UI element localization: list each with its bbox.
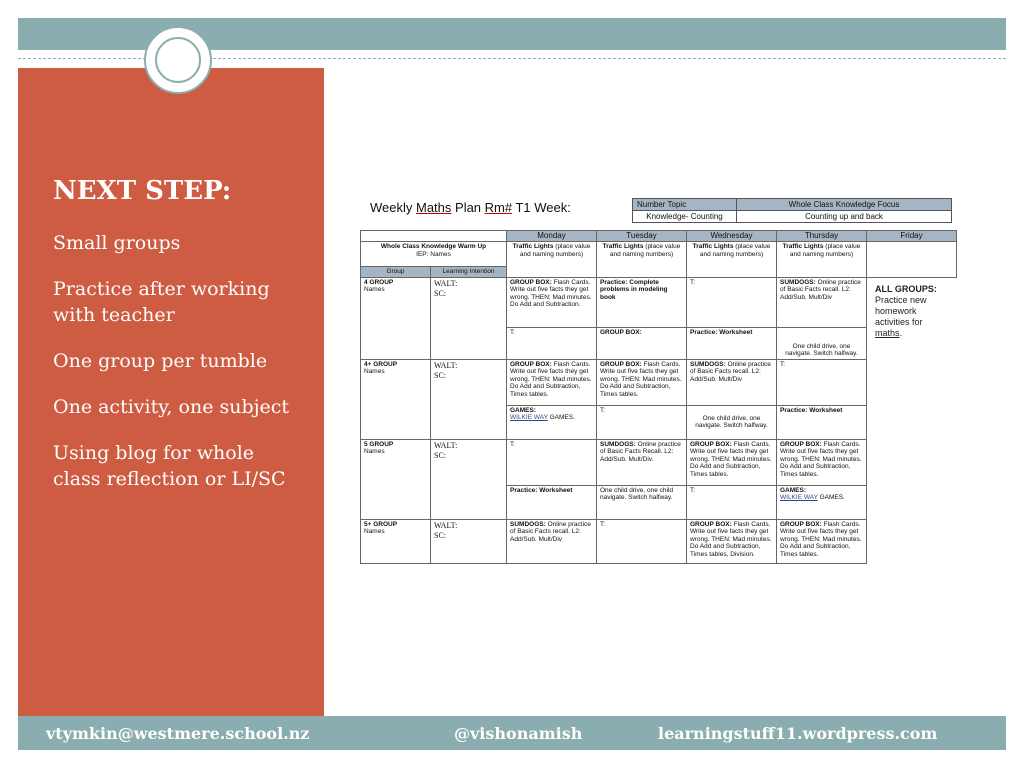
bullet-item: Practice after working with teacher: [53, 278, 270, 326]
footer-twitter[interactable]: @vishonamish: [454, 724, 583, 743]
maths-plan-image: [342, 194, 982, 568]
topic-table: Number Topic Whole Class Knowledge Focus Knowledge- Counting Counting up and back: [632, 198, 952, 223]
day-header: Thursday: [777, 231, 867, 242]
slide-bullets: [53, 230, 303, 512]
bullet-item: One activity, one subject: [53, 396, 290, 418]
day-header: Monday: [507, 231, 597, 242]
slide-heading: NEXT STEP:: [53, 176, 232, 206]
weekly-plan-table: Monday Tuesday Wednesday Thursday Friday Whole Class Knowledge Warm Up IEP: Names Traffic Lights (place value and naming numbers) Traffic Lights (place value and naming numbers) Traffic Lights (place value and naming numbers) Traffic Lights (place value and naming numbers) Group Learning Intention 4 GROUP Names WALT: SC: GROUP BOX: Flash Cards. Write out five facts they get wrong. THEN: Mad minutes. Do Add and Subtraction. Practice: Complete problems in modeling book T: SUMDOGS: Online practice of Basic Facts recall. L2: Add/Sub. Mult/Div ALL GROUPS: Practice new homework activities for maths. T: GROUP BOX: Practice: Worksheet One child drive, one navigate. Switch halfway. 4+ GROUP Names WALT: SC: GROUP BOX: Flash Cards. Write out five facts they get wrong. THEN: Mad minutes. Do Add and Subtraction, Times tables. GROUP BOX: Flash Cards. Write out five facts they get wrong. THEN: Mad minutes. Do Add and Subtraction, Times tables. SUMDOGS: Online practice of Basic Facts recall. L2: Add/Sub. Mult/Div T: GAMES: WILKIE WAY GAMES. T: One child drive, one navigate. Switch halfway. Practice: Worksheet 5 GROUP Names WALT: SC: T: SUMDOGS: Online practice of Basic Facts Recall. L2: Add/Sub. Mult/Div. GROUP BOX: Flash Cards. Write out five facts they get wrong. THEN: Mad minutes. Do Add and Subtraction, Times tables. GROUP BOX: Flash Cards. Write out five facts they get wrong. THEN: Mad minutes. Do Add and Subtraction, Times tables. Practice: Worksheet One child drive, one child navigate. Switch halfway. T: GAMES: WILKIE WAY GAMES. 5+ GROUP Names WALT: SC: SUMDOGS: Online practice of Basic Facts recall. L2: Add/Sub. Mult/Div T: GROUP BOX: Flash Cards. Write out five facts they get wrong. THEN: Mad minutes. Do Add and Subtraction, Times tables, Division. GROUP BOX: Flash Cards. Write out five facts they get wrong. THEN: Mad minutes. Do Add and Subtraction, Times tables.: [360, 230, 957, 564]
day-header: Friday: [867, 231, 957, 242]
bullet-item: Using blog for whole class reflection or LI/SC: [53, 442, 286, 490]
day-header: Wednesday: [687, 231, 777, 242]
footer-blog[interactable]: learningstuff11.wordpress.com: [658, 724, 938, 743]
day-header: Tuesday: [597, 231, 687, 242]
footer-bar: [18, 716, 1006, 750]
bullet-item: Small groups: [53, 232, 181, 254]
footer-email[interactable]: vtymkin@westmere.school.nz: [46, 724, 310, 743]
circle-ornament-inner: [155, 37, 201, 83]
plan-title: Weekly Maths Plan Rm# T1 Week:: [370, 200, 571, 215]
bullet-item: One group per tumble: [53, 350, 268, 372]
